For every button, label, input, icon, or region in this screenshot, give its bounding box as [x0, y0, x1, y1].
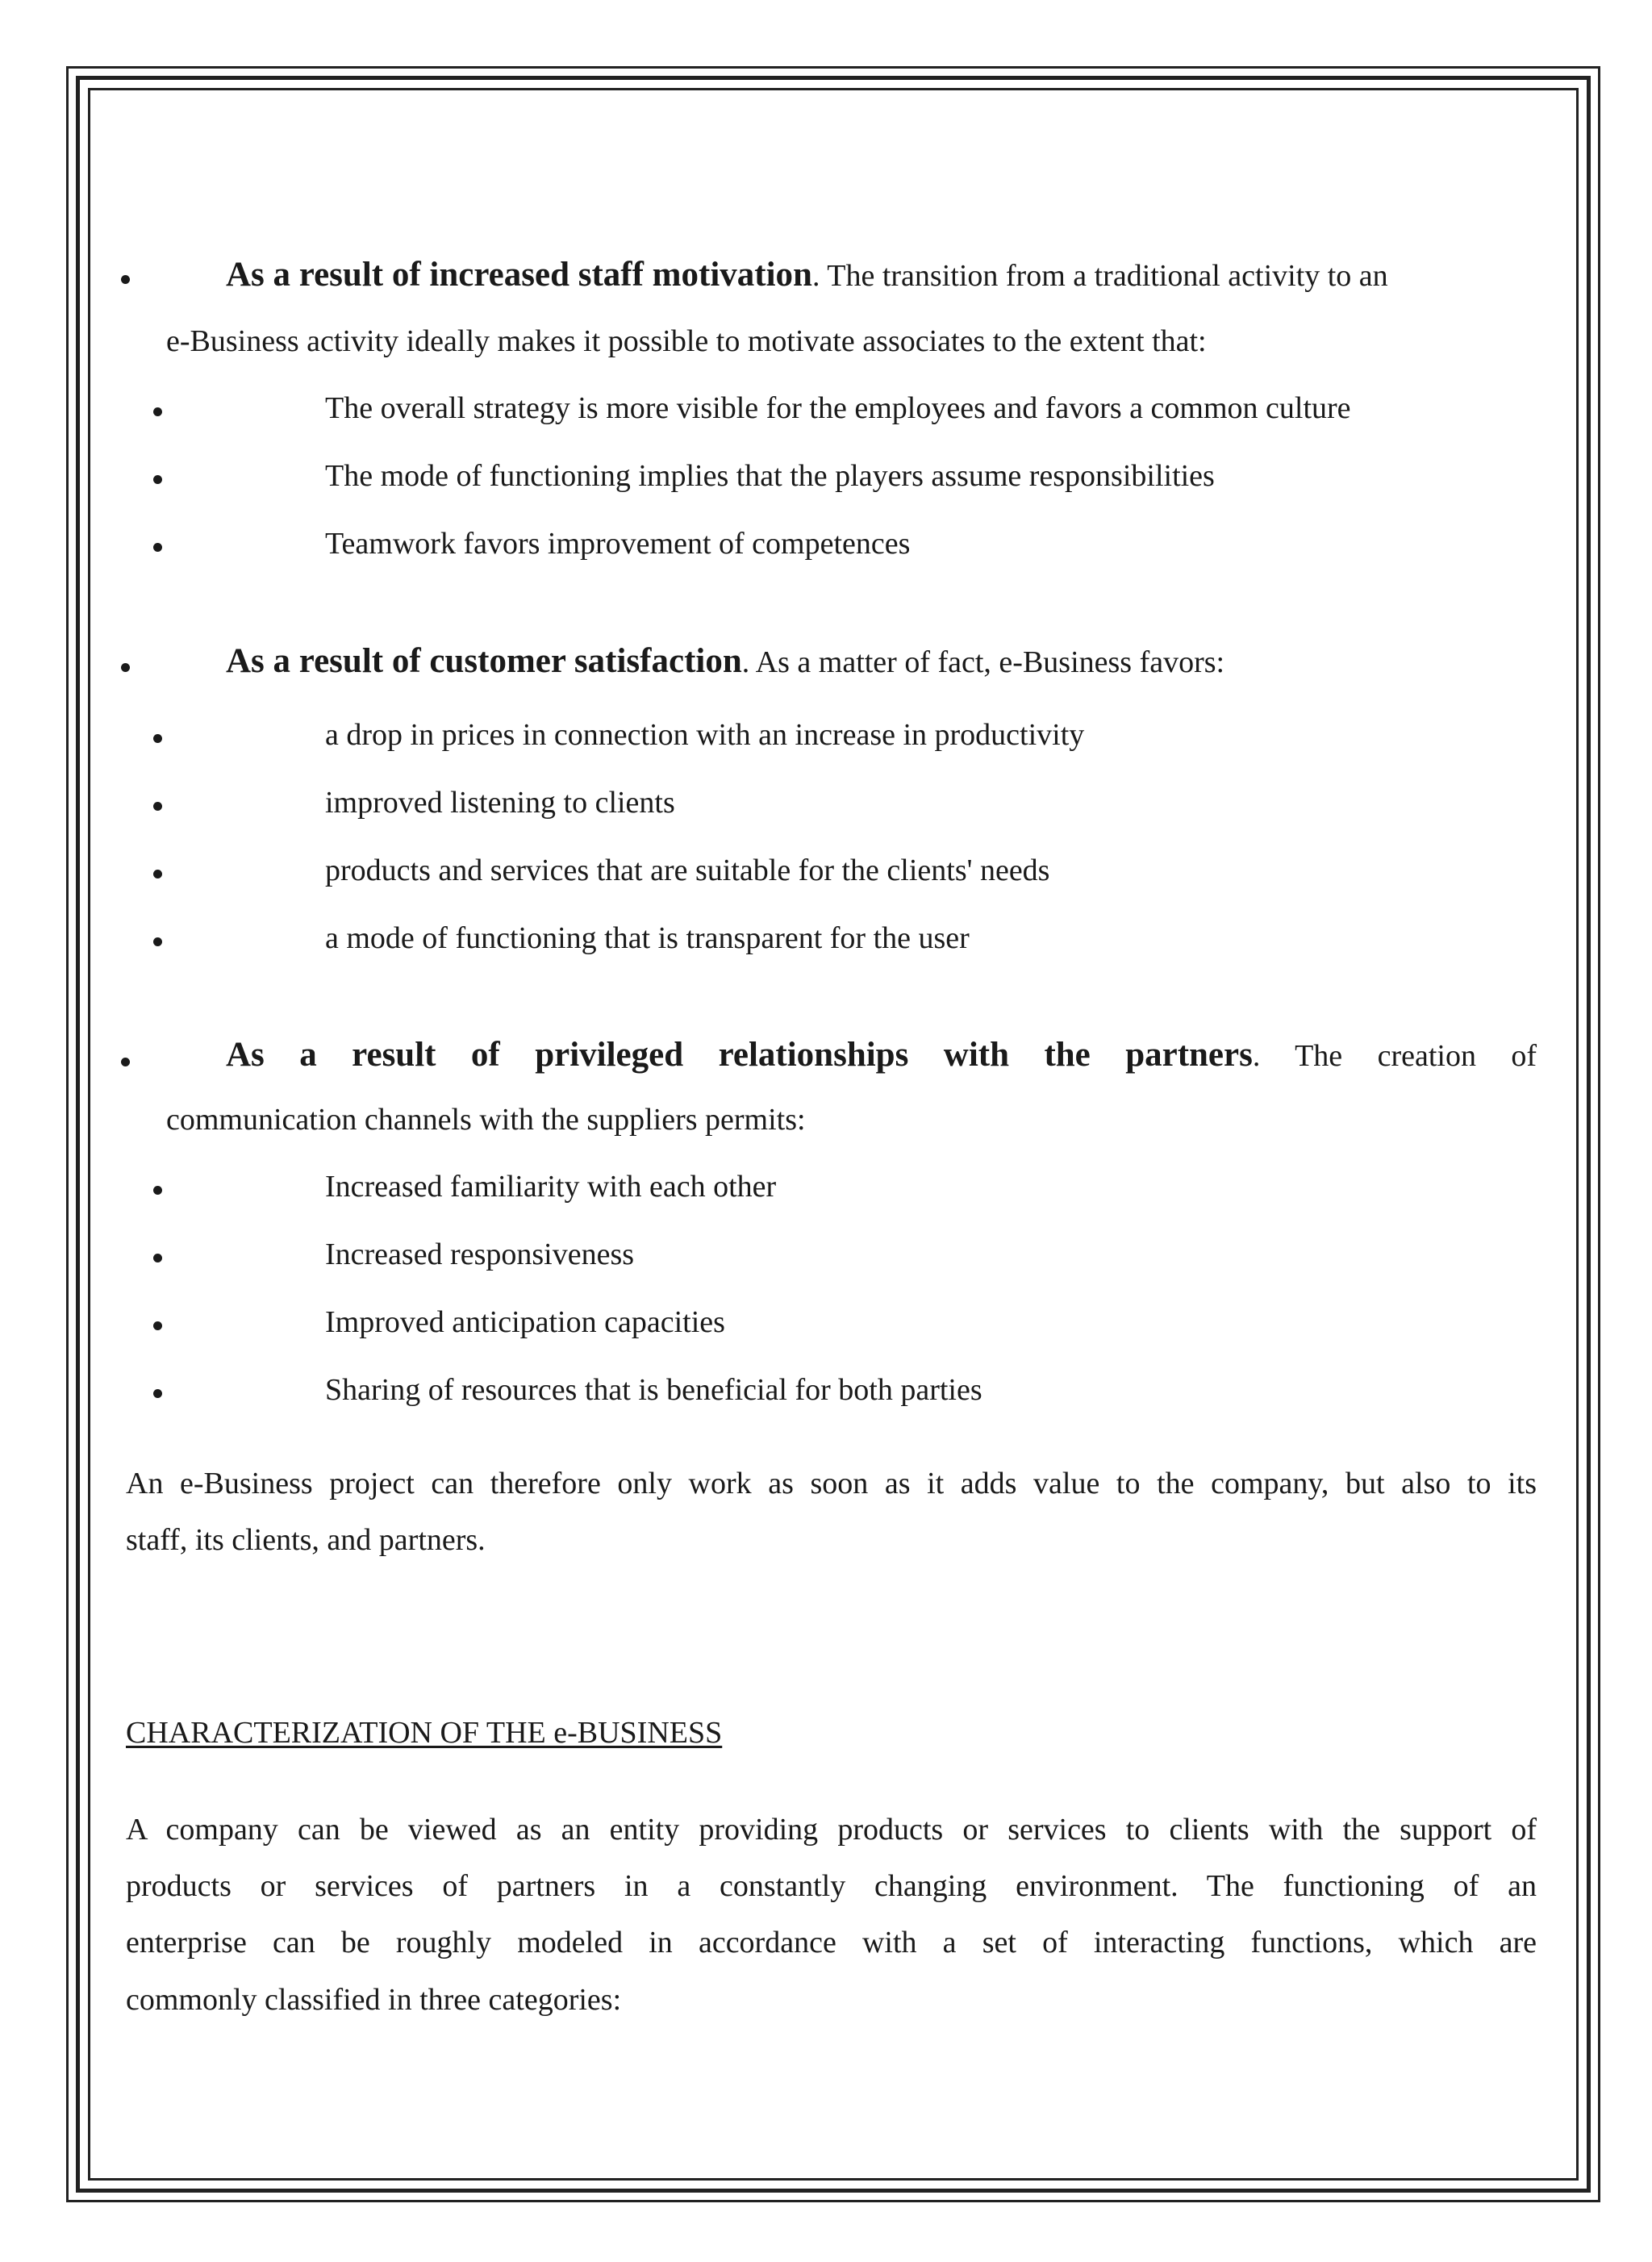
bullet-icon [153, 870, 162, 879]
section-3-rest-word: . The [1252, 1039, 1343, 1073]
section-2-item: a drop in prices in connection with an increase in productivity [325, 718, 1085, 752]
body-line: enterprise can be roughly modeled in accordance with a set of interacting functions, which are [126, 1926, 1537, 1959]
section-1-rest: . The transition from a traditional activity to an [811, 259, 1388, 293]
section-3-lead-word: result [352, 1036, 436, 1074]
section-3-continuation: communication channels with the suppliers permits: [166, 1103, 806, 1137]
body-line: products or services of partners in a constantly changing environment. The functioning of an [126, 1869, 1537, 1903]
section-2-lead: As a result of customer satisfaction [226, 642, 742, 680]
section-2-item: improved listening to clients [325, 786, 675, 820]
section-3-lead-word: As [226, 1036, 265, 1074]
section-3-lead-word: with [943, 1036, 1009, 1074]
section-3-rest-word: creation [1377, 1039, 1476, 1073]
section-1-continuation: e-Business activity ideally makes it possible to motivate associates to the extent that: [166, 324, 1207, 358]
section-1-first-line [226, 257, 1537, 294]
bullet-icon [153, 543, 162, 552]
bullet-icon [153, 1321, 162, 1330]
section-1-item: Teamwork favors improvement of competences [325, 527, 911, 561]
bullet-icon [121, 663, 130, 672]
section-3-item: Increased familiarity with each other [325, 1170, 777, 1204]
bullet-icon [121, 1058, 130, 1066]
bullet-icon [153, 1186, 162, 1195]
bullet-icon [121, 275, 130, 284]
section-3-item: Improved anticipation capacities [325, 1305, 725, 1339]
section-2-item: a mode of functioning that is transparent for the user [325, 921, 970, 955]
section-2-first-line [226, 643, 1537, 681]
bullet-icon [153, 1389, 162, 1398]
section-1-item: The mode of functioning implies that the players assume responsibilities [325, 459, 1215, 493]
section-1-lead: As a result of increased staff motivation [226, 256, 812, 294]
section-2-rest: . As a matter of fact, e-Business favors: [741, 645, 1225, 679]
section-3-lead-word: partners [1125, 1036, 1253, 1074]
section-3-item: Sharing of resources that is beneficial for both parties [325, 1373, 982, 1407]
bullet-icon [153, 937, 162, 946]
section-1-item: The overall strategy is more visible for the employees and favors a common culture [325, 391, 1351, 425]
conclusion-line: An e-Business project can therefore only work as soon as it adds value to the company, but also to its [126, 1467, 1537, 1500]
section-3-lead-word: a [299, 1036, 317, 1074]
section-3-lead-word: privileged [535, 1036, 684, 1074]
section-3-rest-word: of [1511, 1039, 1537, 1073]
section-2-item: products and services that are suitable for the clients' needs [325, 853, 1050, 887]
bullet-icon [153, 802, 162, 811]
section-3-lead-word: the [1044, 1036, 1091, 1074]
bullet-icon [153, 1254, 162, 1262]
section-3-first-line [226, 1037, 1537, 1075]
body-line: commonly classified in three categories: [126, 1983, 622, 2017]
body-line: A company can be viewed as an entity providing products or services to clients with the support of [126, 1813, 1537, 1847]
section-3-item: Increased responsiveness [325, 1237, 635, 1271]
bullet-icon [153, 734, 162, 743]
bullet-icon [153, 407, 162, 416]
section-heading: CHARACTERIZATION OF THE e-BUSINESS [126, 1716, 723, 1750]
conclusion-line: staff, its clients, and partners. [126, 1523, 486, 1557]
section-3-lead-word: of [470, 1036, 500, 1074]
bullet-icon [153, 475, 162, 484]
section-3-lead-word: relationships [718, 1036, 909, 1074]
